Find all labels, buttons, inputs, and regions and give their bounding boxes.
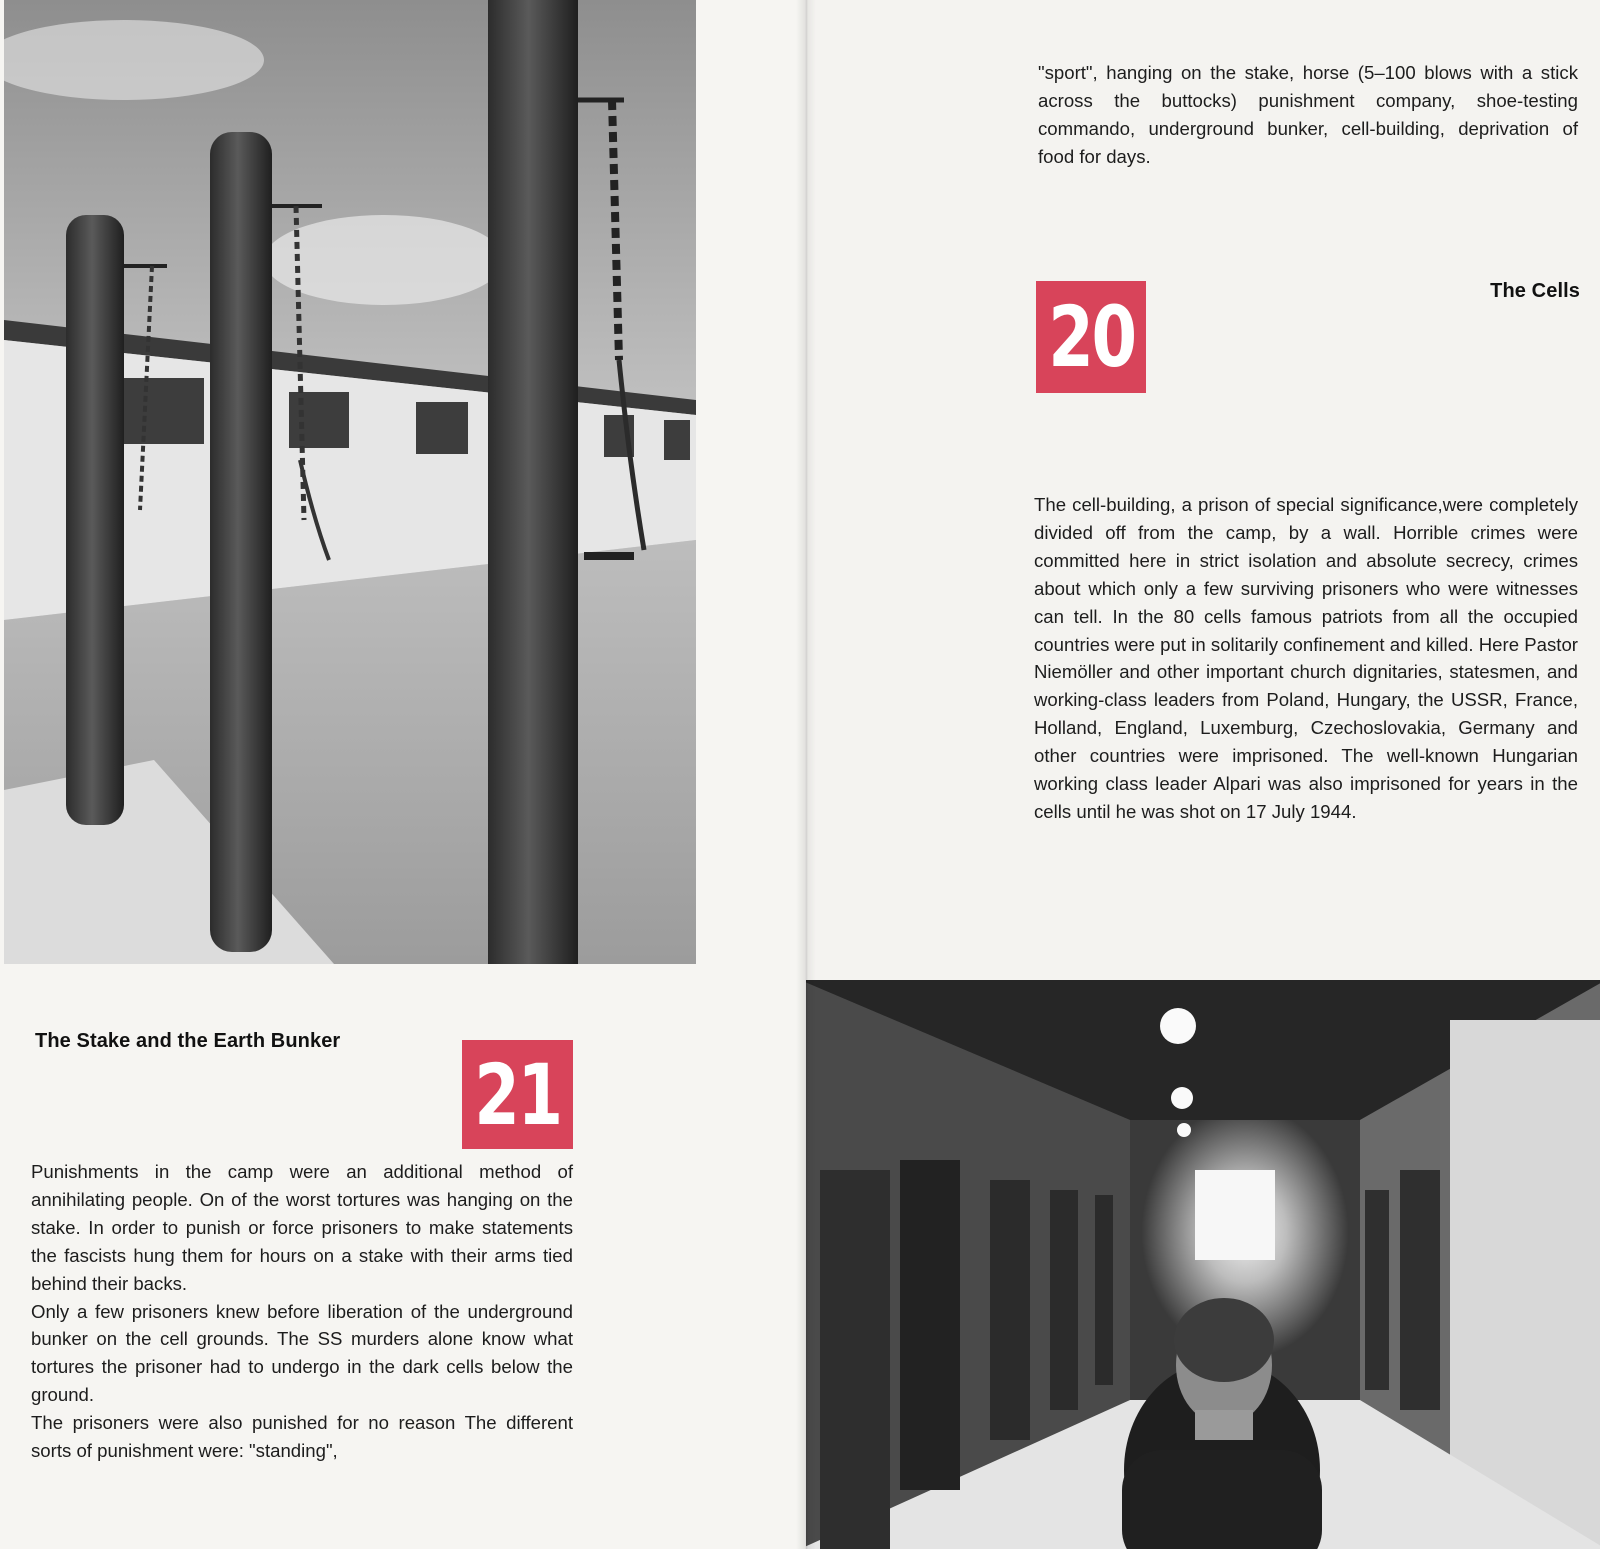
stake-paragraph-3: The prisoners were also punished for no reason The different sorts of punishment were: "standing", [31,1412,573,1462]
section-number-20: 20 [1047,288,1135,386]
corridor-photo [806,980,1600,1549]
stake-photo [4,0,696,964]
corridor-photo-image [806,980,1600,1549]
continuation-text: "sport", hanging on the stake, horse (5–100 blows with a stick across the buttocks) punishment company, shoe-testing commando, underground bunker, cell-building, deprivation of food for days. [1038,62,1578,167]
right-page [806,0,1600,1549]
cells-body-text: The cell-building, a prison of special significance,were completely divided off from the camp, by a wall. Horrible crimes were committed here in strict isolation and absolute secrecy, crimes about which only a few surviving prisoners who were witnesses can tell. In the 80 cells famous patriots from all the occupied countries were put in solitarily confinement and killed. Here Pastor Niemöller and other important church dignitaries, statesmen, and working-class leaders from Poland, Hungary, the USSR, France, Holland, England, Luxemburg, Czechoslovakia, Germany and other countries were imprisoned. The well-known Hungarian working class leader Alpari was also imprisoned for years in the cells until he was shot on 17 July 1944. [1034,494,1578,822]
stake-body-text [31,1158,573,1465]
section-title-stake: The Stake and the Earth Bunker [35,1030,341,1052]
section-number-21: 21 [474,1045,561,1144]
stake-paragraph-1: Punishments in the camp were an additional method of annihilating people. On of the worst tortures was hanging on the stake. In order to punish or force prisoners to make statements the fascists hung them for hours on a stake with their arms tied behind their backs. [31,1161,573,1294]
stake-photo-image [4,0,696,964]
stake-paragraph-2: Only a few prisoners knew before liberation of the underground bunker on the cell grounds. The SS murders alone know what tortures the prisoner had to undergo in the dark cells below the ground. [31,1300,573,1406]
section-number-badge-21 [462,1040,573,1149]
section-number-badge-20 [1036,281,1146,393]
section-title-cells: The Cells [1490,280,1580,302]
